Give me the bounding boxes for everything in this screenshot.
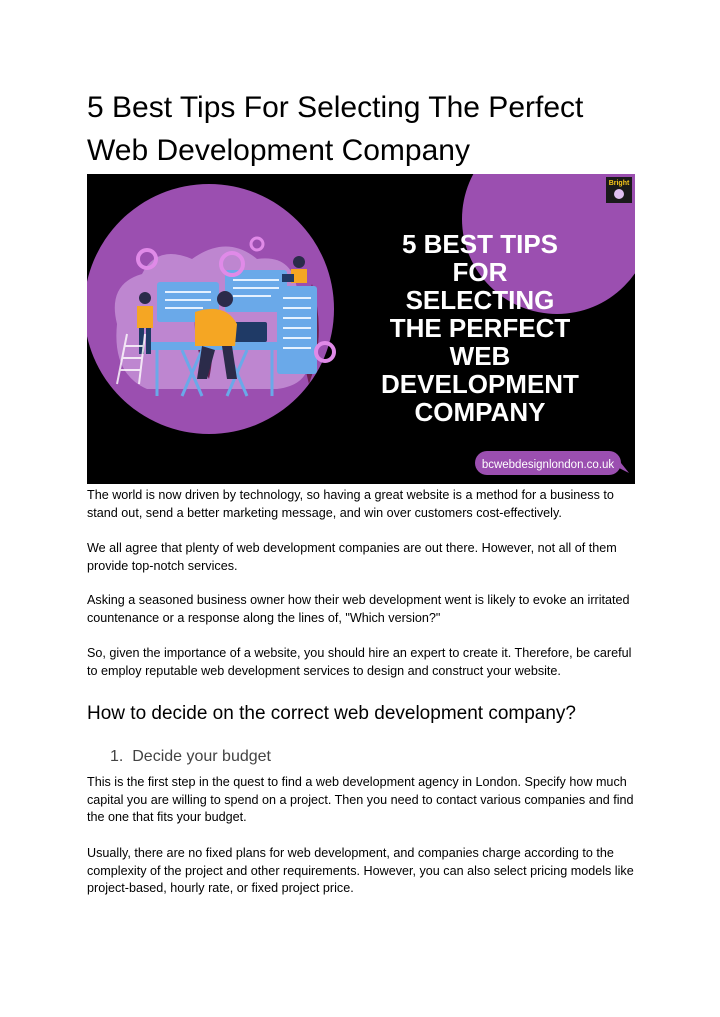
intro-paragraph: The world is now driven by technology, so having a great website is a method for a business to stand out, send a better marketing message, and win over customers cost-effectively. [87,488,614,520]
section-paragraph: This is the first step in the quest to find a web development agency in London. Specify how much capital you are willing to spend on a project. Then you need to contact various companies and find the one that fits your budget. [87,775,634,824]
intro-paragraph: So, given the importance of a website, you should hire an expert to create it. Therefore, be careful to employ reputable web development services to design and construct your website. [87,646,632,678]
list-item-heading [110,748,271,766]
url-badge [475,451,629,475]
hero-headline-line: THE PERFECT [389,313,571,343]
brand-logo [606,177,632,203]
list-label: Decide your budget [132,748,271,765]
hero-headline-line: FOR [452,257,508,287]
hero-illustration [87,174,635,484]
url-badge-text: bcwebdesignlondon.co.uk [481,459,615,471]
section-paragraph: Usually, there are no fixed plans for web development, and companies charge according to the complexity of the project and other requirements. However, you can also select pricing models like project-based, hourly rate, or fixed project price. [87,846,634,895]
section-heading: How to decide on the correct web development company? [87,703,576,724]
intro-paragraph: Asking a seasoned business owner how their web development went is likely to evoke an irritated countenance or a response along the lines of, "Which version?" [87,593,630,625]
intro-paragraph: We all agree that plenty of web development companies are out there. However, not all of them provide top-notch services. [87,541,617,573]
hero-headline-line: SELECTING [405,285,555,315]
logo-text: Bright [608,180,630,187]
hero-banner-image [87,174,635,484]
hero-headline-line: 5 BEST TIPS [401,229,559,259]
hero-headline-line: DEVELOPMENT [381,369,579,399]
hero-headline-line: COMPANY [414,397,546,427]
page-title: 5 Best Tips For Selecting The Perfect Web Development Company [87,91,584,167]
hero-headline-line: WEB [449,341,511,371]
list-number: 1. [110,748,124,765]
